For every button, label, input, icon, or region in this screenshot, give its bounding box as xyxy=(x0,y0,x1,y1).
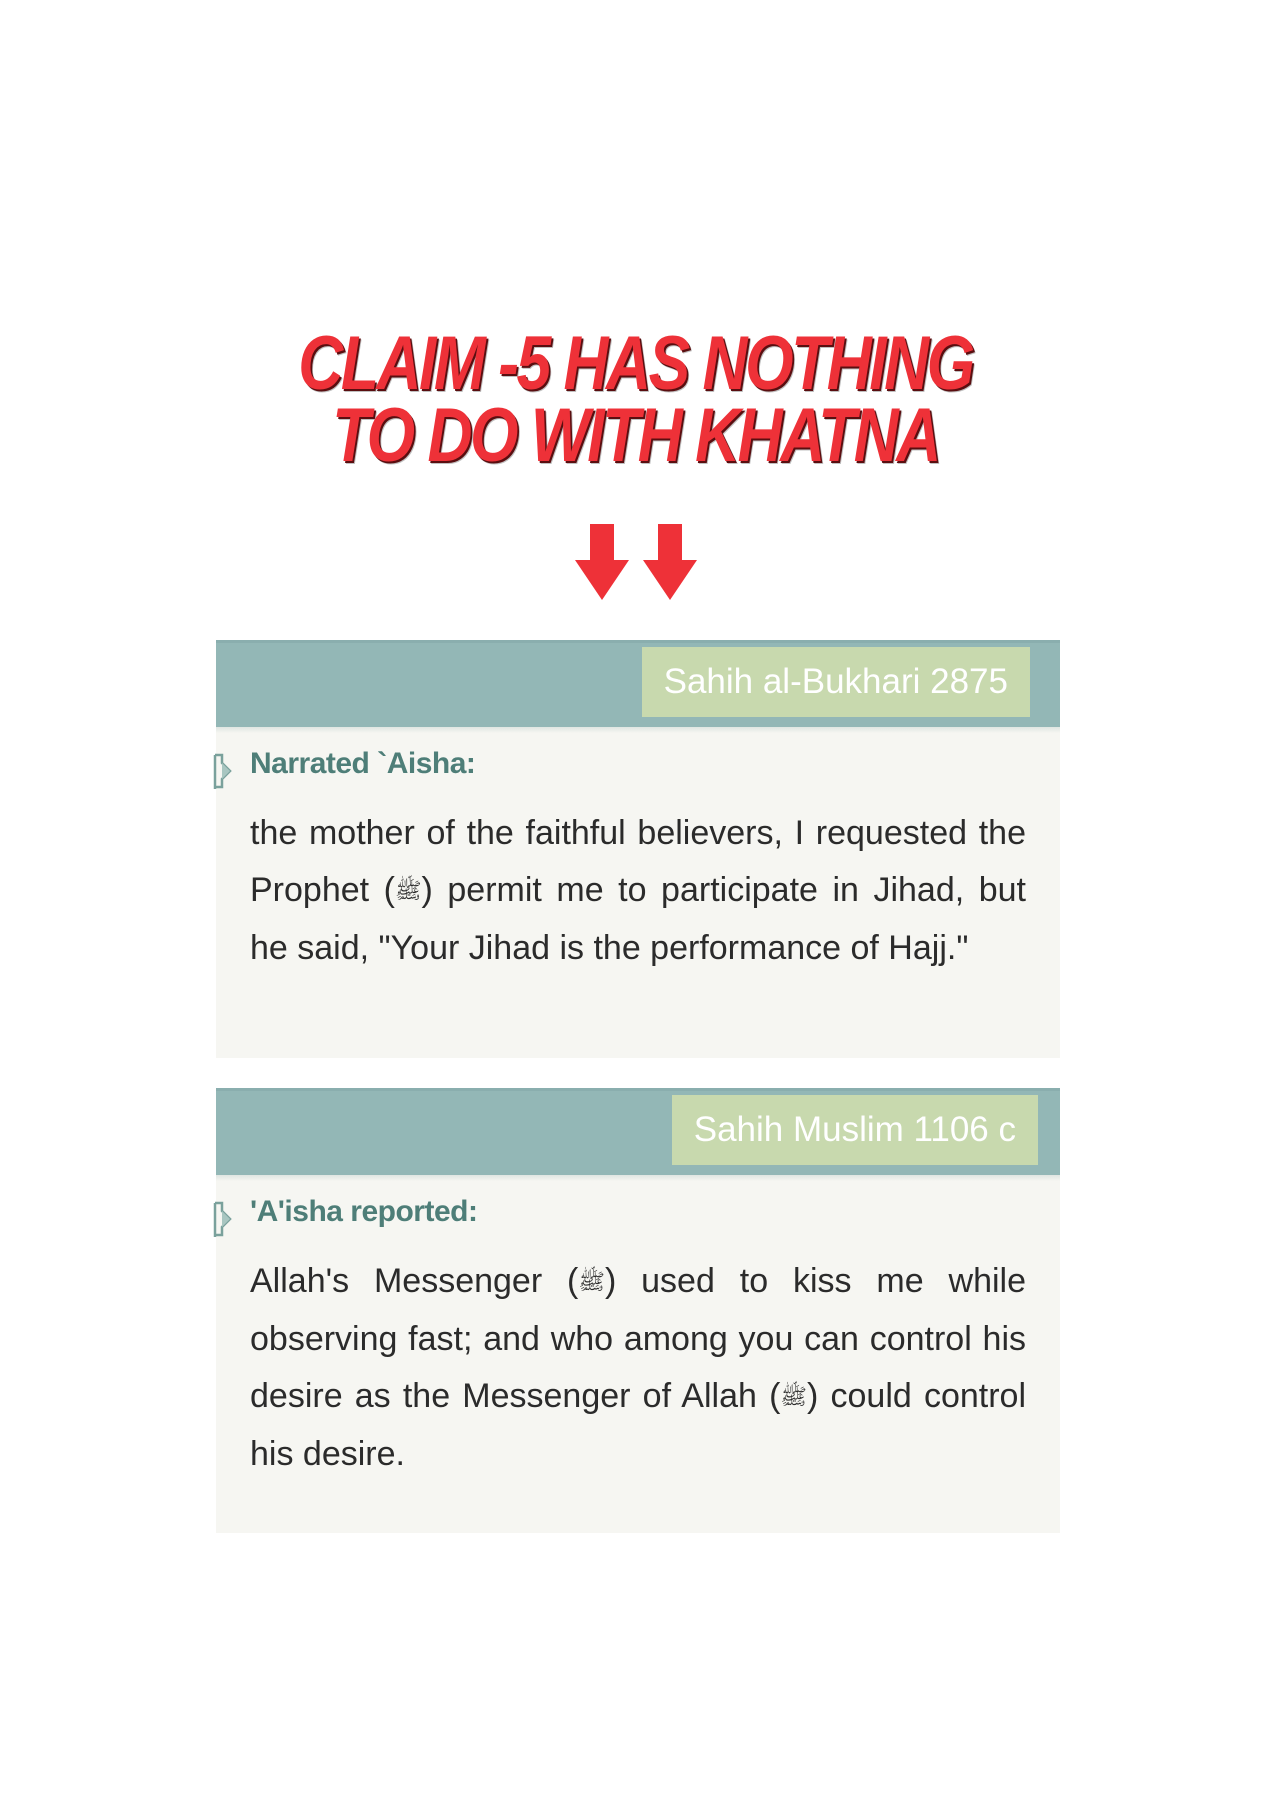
text-segment: Allah's Messenger ( xyxy=(250,1262,579,1300)
text-segment: ) used to kiss me while observing fast; and who among you can control his desire as the Messenger of Allah ( xyxy=(250,1262,1027,1415)
text-segment: the mother of the faithful believers, I requested the Prophet ( xyxy=(250,814,1026,909)
reference-tag[interactable]: Sahih al-Bukhari 2875 xyxy=(642,647,1030,717)
text-segment: ) permit me to participate in Jihad, but he said, "Your Jihad is the performance of Hajj." xyxy=(250,871,1026,967)
bookmark-icon[interactable] xyxy=(212,753,234,791)
card-header xyxy=(216,1088,1060,1175)
narrator: 'A'isha reported: xyxy=(250,1195,478,1228)
hadith-card xyxy=(216,1088,1060,1533)
pbuh-glyph: ﷺ xyxy=(780,1385,807,1410)
arrows-group xyxy=(0,524,1271,600)
pbuh-glyph: ﷺ xyxy=(394,879,422,904)
down-arrow-icon xyxy=(575,524,629,600)
headline xyxy=(114,321,1156,478)
headline-line-2: TO DO WITH KHATNA xyxy=(332,393,939,478)
hadith-text xyxy=(250,803,1026,977)
headline-line-1: CLAIM -5 HAS NOTHING xyxy=(298,321,973,406)
text-segment: ) could control his desire. xyxy=(250,1377,1026,1473)
card-header xyxy=(216,640,1060,727)
pbuh-glyph: ﷺ xyxy=(578,1270,605,1295)
narrator-row xyxy=(216,1175,1060,1251)
down-arrow-icon xyxy=(643,524,697,600)
reference-tag[interactable]: Sahih Muslim 1106 c xyxy=(672,1095,1038,1165)
bookmark-icon[interactable] xyxy=(212,1201,234,1239)
narrator-row xyxy=(216,727,1060,803)
hadith-text xyxy=(250,1251,1026,1483)
hadith-card xyxy=(216,640,1060,1058)
narrator: Narrated `Aisha: xyxy=(250,747,476,780)
